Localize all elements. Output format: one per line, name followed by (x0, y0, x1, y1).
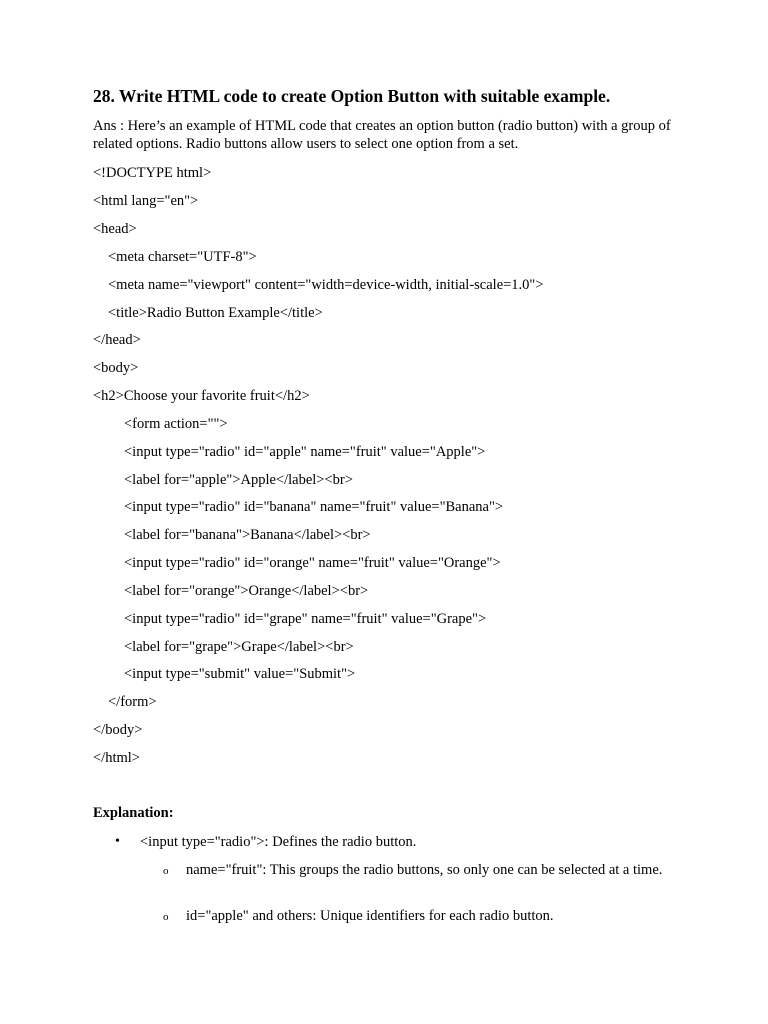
explanation-sub-item: id="apple" and others: Unique identifiers for each radio button. (186, 908, 554, 924)
code-line: <!DOCTYPE html> (93, 165, 212, 181)
code-line: <head> (93, 221, 137, 237)
sub-bullet-marker: o (163, 911, 169, 923)
code-line: <label for="apple">Apple</label><br> (124, 472, 353, 488)
explanation-sub-item: name="fruit": This groups the radio buttons, so only one can be selected at a time. (186, 862, 663, 878)
code-line: <form action=""> (124, 416, 228, 432)
code-line: <label for="orange">Orange</label><br> (124, 583, 369, 599)
sub-bullet-marker: o (163, 865, 169, 877)
code-line: </body> (93, 722, 143, 738)
code-line: <label for="grape">Grape</label><br> (124, 639, 354, 655)
code-line: <meta name="viewport" content="width=device-width, initial-scale=1.0"> (108, 277, 544, 293)
code-line: <html lang="en"> (93, 193, 199, 209)
code-line: <label for="banana">Banana</label><br> (124, 527, 371, 543)
code-line: <input type="radio" id="apple" name="fruit" value="Apple"> (124, 444, 486, 460)
code-line: <title>Radio Button Example</title> (108, 305, 323, 321)
code-line: <meta charset="UTF-8"> (108, 249, 257, 265)
code-line: </head> (93, 332, 141, 348)
code-line: <input type="radio" id="grape" name="fruit" value="Grape"> (124, 611, 487, 627)
explanation-bullet: <input type="radio">: Defines the radio button. (140, 834, 417, 850)
code-line: <input type="radio" id="banana" name="fruit" value="Banana"> (124, 499, 504, 515)
code-line: <input type="radio" id="orange" name="fruit" value="Orange"> (124, 555, 501, 571)
bullet-marker: • (115, 834, 120, 849)
answer-paragraph: Ans : Here’s an example of HTML code that creates an option button (radio button) with a group of related options. Radio buttons allow users to select one option from a set. (93, 118, 671, 152)
question-heading: 28. Write HTML code to create Option Button with suitable example. (93, 86, 611, 106)
code-line: </form> (108, 694, 157, 710)
code-line: <input type="submit" value="Submit"> (124, 666, 356, 682)
explanation-title: Explanation: (93, 805, 174, 821)
code-line: </html> (93, 750, 140, 766)
code-line: <body> (93, 360, 139, 376)
code-line: <h2>Choose your favorite fruit</h2> (93, 388, 310, 404)
